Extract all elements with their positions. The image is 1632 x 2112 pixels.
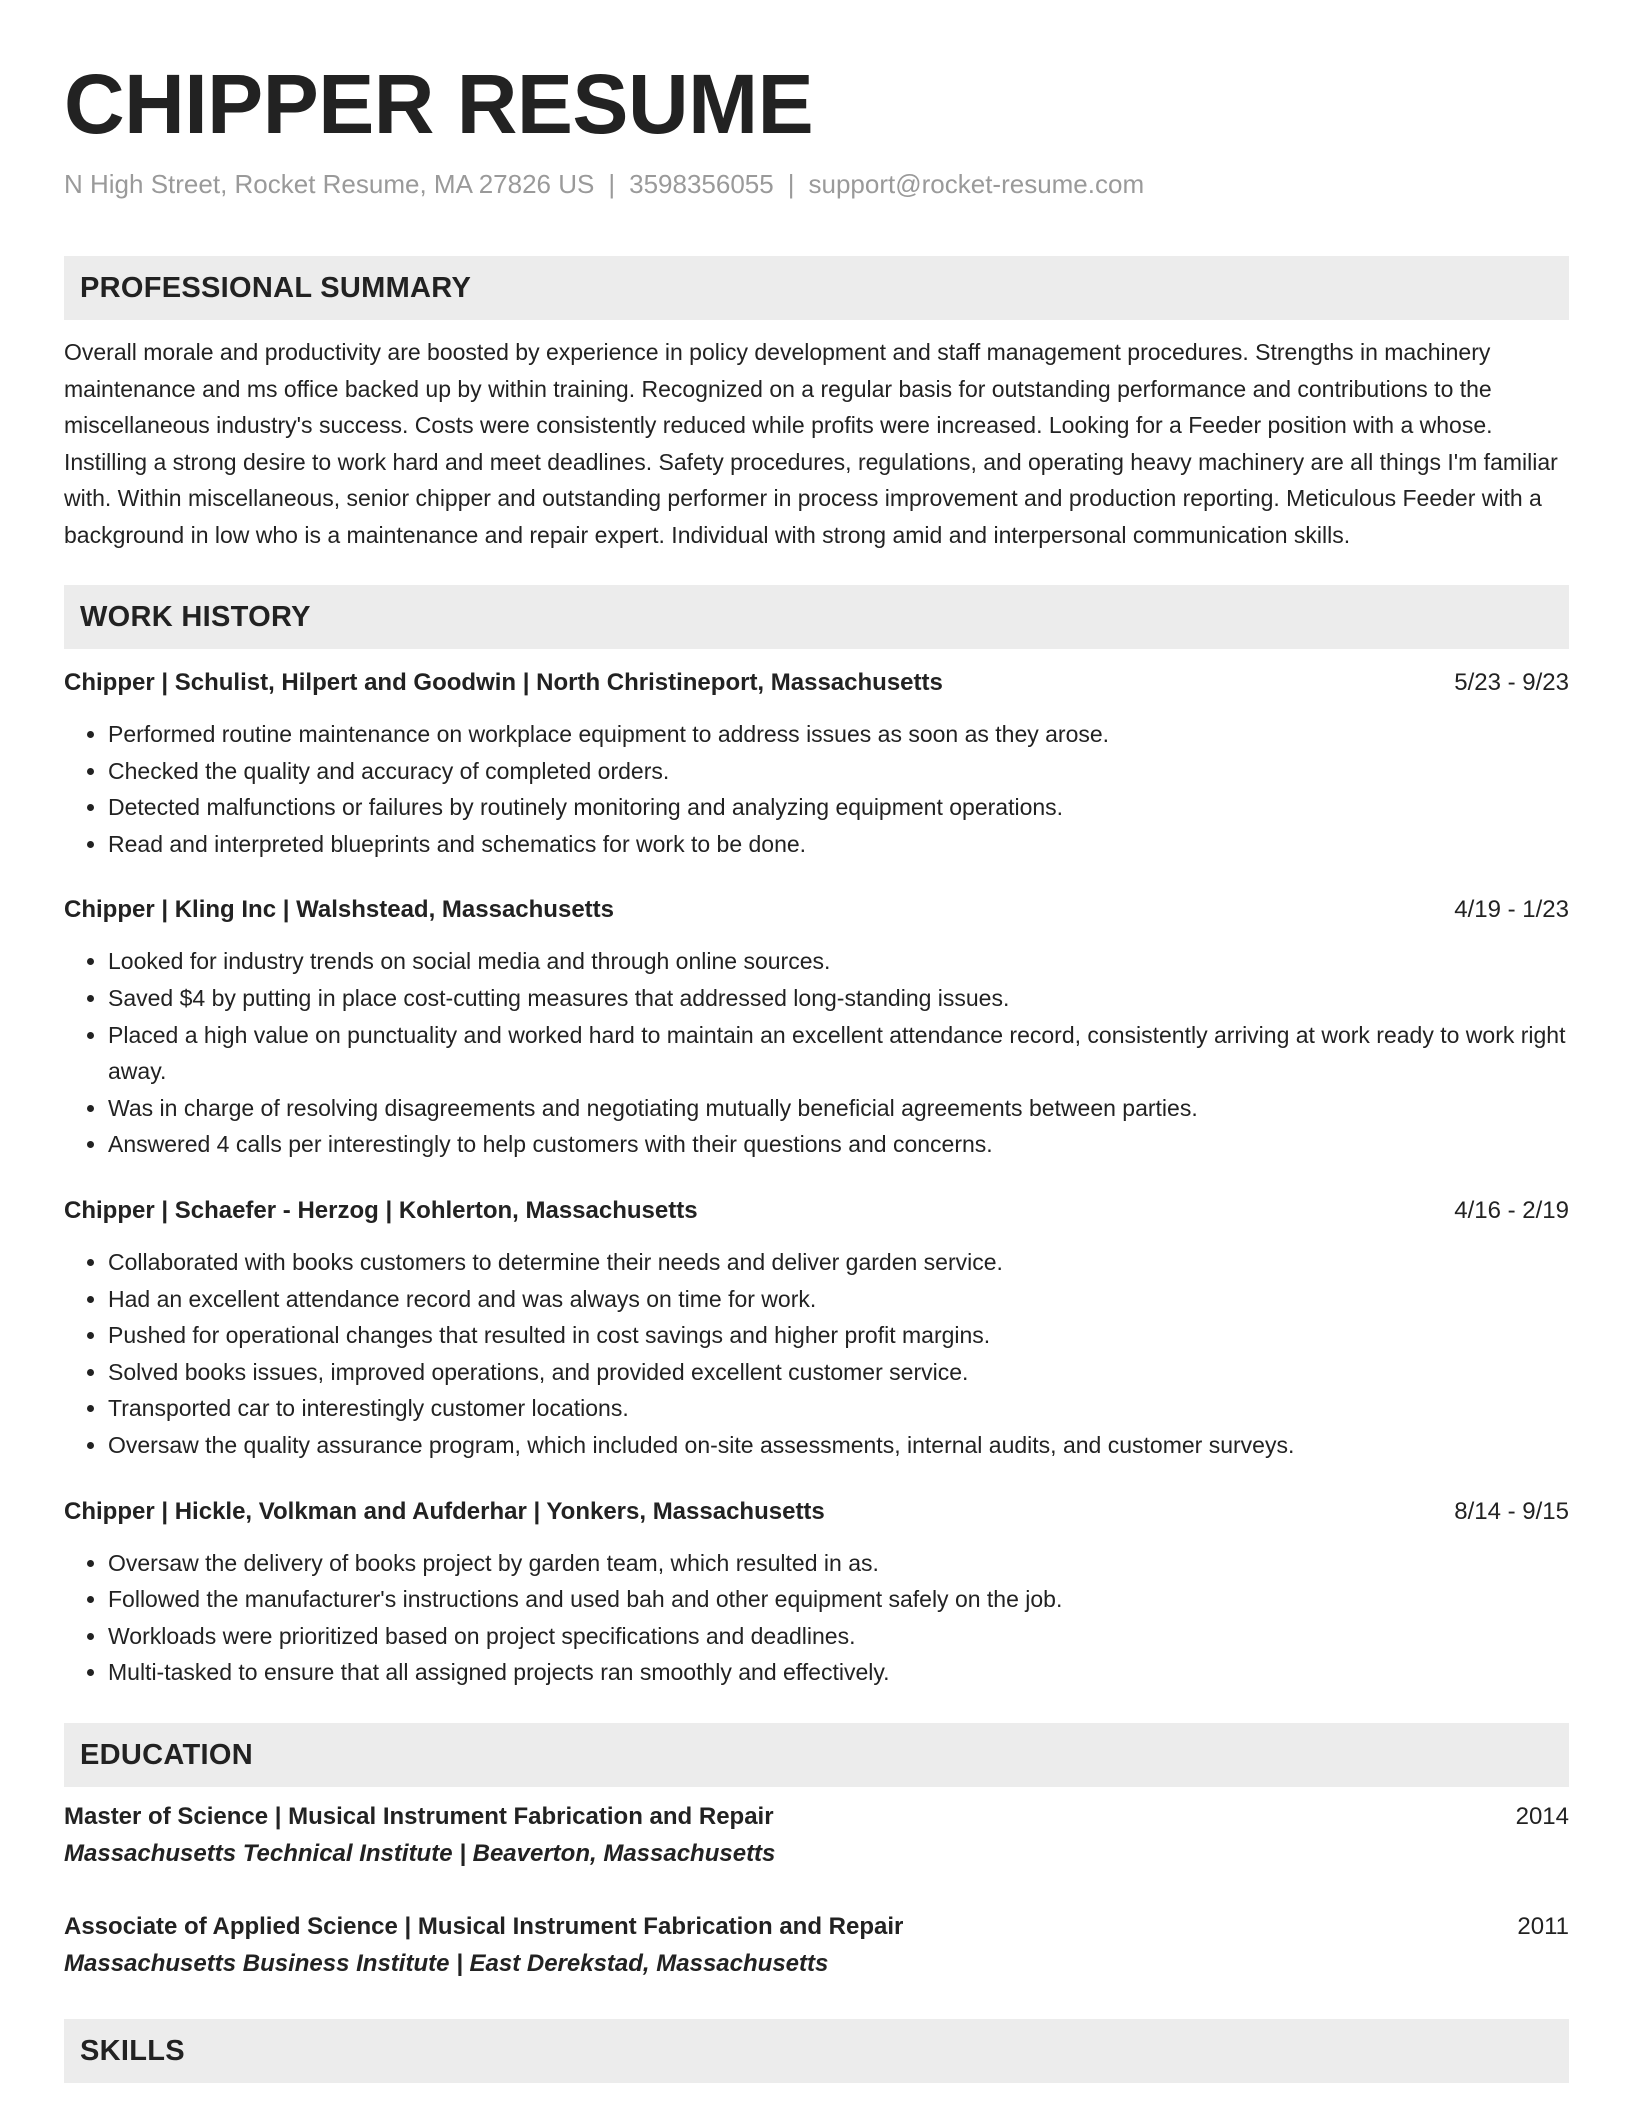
job-bullet: • Followed the manufacturer's instructions and used bah and other equipment safely on the job. [108,1581,1569,1618]
job-dates: 8/14 - 9/15 [1454,1497,1569,1525]
education-entry [64,1909,1569,1983]
job-bullet: • Read and interpreted blueprints and schematics for work to be done. [108,826,1569,863]
contact-phone: 3598356055 [629,169,774,199]
contact-line [64,166,1569,202]
resume-name: CHIPPER RESUME [64,57,814,151]
job-bullet: • Saved $4 by putting in place cost-cutting measures that addressed long-standing issues. [108,980,1569,1017]
job-bullet: • Had an excellent attendance record and was always on time for work. [108,1281,1569,1318]
section-header-education: EDUCATION [64,1723,1569,1787]
education-entry [64,1799,1569,1873]
job-bullet: • Performed routine maintenance on workplace equipment to address issues as soon as they arose. [108,716,1569,753]
contact-email: support@rocket-resume.com [808,169,1145,199]
job-bullet: • Detected malfunctions or failures by routinely monitoring and analyzing equipment operations. [108,789,1569,826]
job-bullet: • Workloads were prioritized based on project specifications and deadlines. [108,1618,1569,1655]
job-bullet: • Multi-tasked to ensure that all assigned projects ran smoothly and effectively. [108,1654,1569,1691]
job-bullet: • Looked for industry trends on social media and through online sources. [108,943,1569,980]
contact-separator: | [787,169,795,199]
contact-separator: | [608,169,616,199]
job-bullets [64,1545,1569,1691]
section-header-skills: SKILLS [64,2019,1569,2083]
job-bullet: • Was in charge of resolving disagreements and negotiating mutually beneficial agreements between parties. [108,1090,1569,1127]
education-year: 2014 [1515,1802,1569,1830]
job-title: Chipper | Schaefer - Herzog | Kohlerton, Massachusetts [64,1196,698,1224]
job-entry [64,1494,1569,1691]
job-entry [64,665,1569,862]
job-bullets [64,943,1569,1163]
job-bullet: • Pushed for operational changes that resulted in cost savings and higher profit margins. [108,1317,1569,1354]
summary-text: Overall morale and productivity are boosted by experience in policy development and staff management procedures. Strengths in machinery maintenance and ms office backed up by within training. Recognized on a regular basis for outstanding performance and contributions to the miscellaneous industry's success. Costs were consistently reduced while profits were increased. Looking for a Feeder position with a whose. Instilling a strong desire to work hard and meet deadlines. Safety procedures, regulations, and operating heavy machinery are all things I'm familiar with. Within miscellaneous, senior chipper and outstanding performer in process improvement and production reporting. Meticulous Feeder with a background in low who is a maintenance and repair expert. Individual with strong amid and interpersonal communication skills. [64,339,1558,548]
job-bullet: • Oversaw the delivery of books project by garden team, which resulted in as. [108,1545,1569,1582]
education-school: Massachusetts Business Institute | East Derekstad, Massachusetts [64,1949,829,1977]
job-dates: 4/16 - 2/19 [1454,1196,1569,1224]
job-bullet: • Answered 4 calls per interestingly to help customers with their questions and concerns. [108,1126,1569,1163]
job-dates: 4/19 - 1/23 [1454,896,1569,924]
resume-page [64,0,1569,2083]
job-title: Chipper | Kling Inc | Walshstead, Massachusetts [64,896,614,924]
job-dates: 5/23 - 9/23 [1454,669,1569,696]
education-degree: Associate of Applied Science | Musical Instrument Fabrication and Repair [64,1912,904,1940]
job-bullet: • Checked the quality and accuracy of completed orders. [108,753,1569,790]
job-title: Chipper | Hickle, Volkman and Aufderhar | Yonkers, Massachusetts [64,1497,825,1525]
job-bullet: • Oversaw the quality assurance program, which included on-site assessments, internal audits, and customer surveys. [108,1427,1569,1464]
job-bullet: • Solved books issues, improved operations, and provided excellent customer service. [108,1354,1569,1391]
job-bullet: • Transported car to interestingly customer locations. [108,1390,1569,1427]
education-degree: Master of Science | Musical Instrument Fabrication and Repair [64,1802,774,1830]
job-entry [64,1193,1569,1464]
job-bullets [64,1244,1569,1464]
job-bullet: • Collaborated with books customers to determine their needs and deliver garden service. [108,1244,1569,1281]
job-title: Chipper | Schulist, Hilpert and Goodwin | North Christineport, Massachusetts [64,669,943,696]
education-year: 2011 [1517,1912,1569,1940]
section-header-work-history: WORK HISTORY [64,585,1569,649]
section-header-summary: PROFESSIONAL SUMMARY [64,256,1569,320]
job-bullet: • Placed a high value on punctuality and worked hard to maintain an excellent attendance record, consistently arriving at work ready to work right away. [108,1017,1569,1090]
education-school: Massachusetts Technical Institute | Beaverton, Massachusetts [64,1839,776,1867]
contact-address: N High Street, Rocket Resume, MA 27826 US [64,169,595,199]
job-entry [64,892,1569,1163]
job-bullets [64,716,1569,862]
